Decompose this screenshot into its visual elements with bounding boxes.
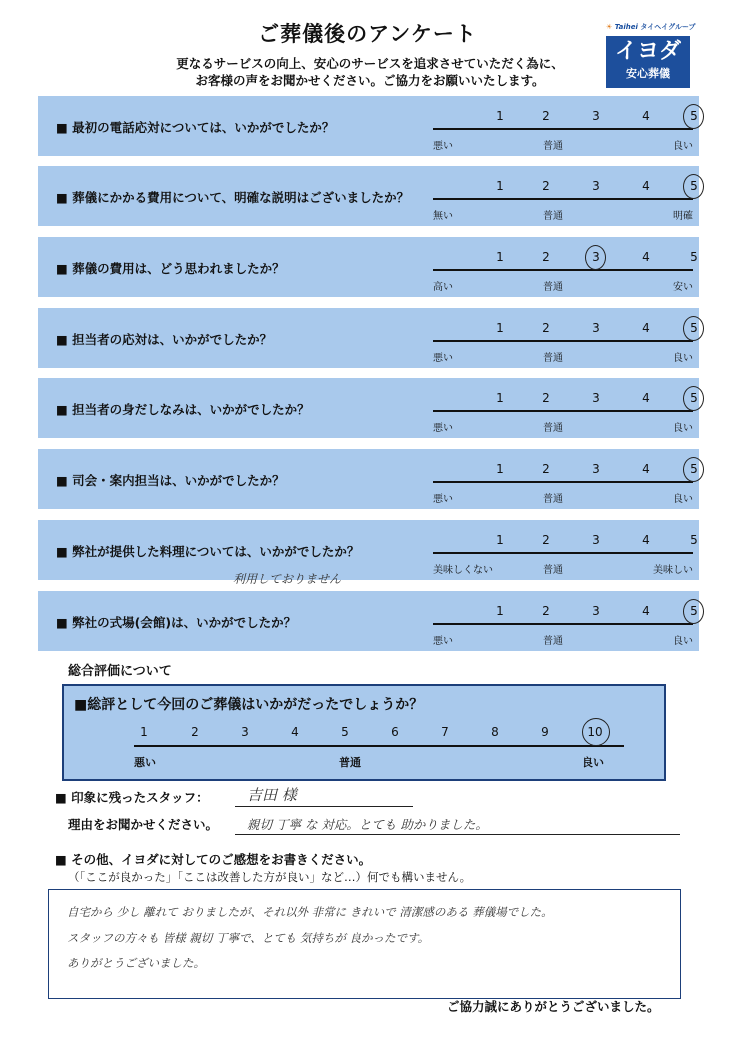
question-row	[38, 520, 699, 586]
rating-scale	[433, 449, 698, 509]
rating-option-2[interactable]: 2	[542, 321, 550, 335]
selected-answer-circle	[683, 457, 704, 482]
overall-option-10[interactable]: 10	[587, 725, 603, 739]
scale-low-label: 悪い	[433, 636, 453, 647]
rating-option-1[interactable]: 1	[496, 250, 504, 264]
rating-option-4[interactable]: 4	[642, 391, 650, 405]
rating-option-4[interactable]: 4	[642, 462, 650, 476]
selected-answer-circle	[683, 174, 704, 199]
scale-low-label: 無い	[433, 211, 453, 222]
selected-answer-circle	[683, 599, 704, 624]
scale-line	[433, 552, 693, 554]
rating-scale	[433, 378, 698, 438]
question-text: ■ 最初の電話応対については、いかがでしたか？	[56, 120, 335, 135]
scale-line	[433, 198, 693, 200]
rating-option-2[interactable]: 2	[542, 533, 550, 547]
question-text: ■ 弊社が提供した料理については、いかがでしたか？	[56, 544, 360, 559]
comments-label: ■ その他、イヨダに対してのご感想をお書きください。	[55, 852, 372, 867]
overall-option-2[interactable]: 2	[191, 725, 199, 739]
scale-low-label: 高い	[433, 282, 453, 293]
staff-value[interactable]: 吉田 様	[247, 786, 297, 804]
rating-option-5[interactable]: 5	[690, 462, 698, 476]
rating-option-2[interactable]: 2	[542, 391, 550, 405]
overall-option-6[interactable]: 6	[391, 725, 399, 739]
overall-option-4[interactable]: 4	[291, 725, 299, 739]
rating-option-4[interactable]: 4	[642, 109, 650, 123]
question-text: ■ 葬儀にかかる費用について、明確な説明はございましたか？	[56, 190, 410, 205]
scale-mid-label: 普通	[543, 282, 563, 293]
rating-option-3[interactable]: 3	[592, 179, 600, 193]
overall-option-3[interactable]: 3	[241, 725, 249, 739]
rating-option-3[interactable]: 3	[592, 533, 600, 547]
comments-note: （「ここが良かった」「ここは改善した方が良い」など…）何でも構いません。	[68, 870, 472, 884]
question-row	[38, 378, 699, 438]
rating-option-1[interactable]: 1	[496, 462, 504, 476]
scale-low-label: 美味しくない	[433, 565, 493, 576]
scale-mid-label: 普通	[543, 494, 563, 505]
scale-high-label: 良い	[673, 141, 693, 152]
intro-text	[130, 55, 610, 89]
scale-mid-label: 普通	[543, 423, 563, 434]
brand-logo	[606, 22, 696, 88]
rating-option-5[interactable]: 5	[690, 179, 698, 193]
survey-title: ご葬儀後のアンケート	[258, 22, 477, 46]
rating-scale	[433, 166, 698, 226]
scale-line	[433, 481, 693, 483]
scale-line	[433, 269, 693, 271]
rating-option-5[interactable]: 5	[690, 250, 698, 264]
scale-high-label: 明確	[673, 211, 693, 222]
overall-selected-circle	[582, 718, 610, 746]
rating-option-1[interactable]: 1	[496, 179, 504, 193]
comment-line-1: 自宅から 少し 離れて おりましたが、それ以外 非常に きれいで 清潔感のある 葬儀場でした。	[67, 905, 553, 919]
rating-scale	[433, 520, 698, 580]
scale-line	[433, 623, 693, 625]
selected-answer-circle	[683, 104, 704, 129]
overall-heading: 総合評価について	[68, 664, 172, 679]
selected-answer-circle	[683, 386, 704, 411]
brand-group-name: Taihei	[614, 23, 638, 31]
intro-line-2: お客様の声をお聞かせください。ご協力をお願いいたします。	[195, 73, 545, 88]
rating-scale	[433, 591, 698, 651]
question-text: ■ 担当者の応対は、いかがでしたか？	[56, 332, 273, 347]
overall-high-label: 良い	[582, 756, 604, 769]
thanks-text: ご協力誠にありがとうございました。	[447, 999, 660, 1014]
intro-line-1: 更なるサービスの向上、安心のサービスを追求させていただく為に、	[176, 56, 564, 71]
overall-option-1[interactable]: 1	[140, 725, 148, 739]
rating-option-5[interactable]: 5	[690, 109, 698, 123]
rating-option-4[interactable]: 4	[642, 250, 650, 264]
rating-option-3[interactable]: 3	[592, 391, 600, 405]
scale-high-label: 良い	[673, 423, 693, 434]
scale-high-label: 良い	[673, 353, 693, 364]
question-row	[38, 449, 699, 509]
rating-option-3[interactable]: 3	[592, 321, 600, 335]
scale-low-label: 悪い	[433, 141, 453, 152]
question-text: ■ 葬儀の費用は、どう思われましたか？	[56, 261, 285, 276]
brand-tagline: 安心葬儀	[626, 67, 670, 80]
comments-box[interactable]	[48, 889, 681, 999]
brand-group-sub: タイヘイグループ	[640, 23, 696, 31]
rating-option-4[interactable]: 4	[642, 179, 650, 193]
question-row	[38, 308, 699, 368]
rating-option-5[interactable]: 5	[690, 321, 698, 335]
overall-mid-label: 普通	[339, 756, 361, 769]
comment-line-2: スタッフの方々も 皆様 親切 丁寧で、とても 気持ちが 良かったです。	[67, 931, 430, 945]
overall-option-9[interactable]: 9	[541, 725, 549, 739]
staff-label: ■ 印象に残ったスタッフ：	[55, 790, 209, 805]
rating-scale	[433, 237, 698, 297]
scale-mid-label: 普通	[543, 211, 563, 222]
scale-low-label: 悪い	[433, 494, 453, 505]
scale-low-label: 悪い	[433, 353, 453, 364]
overall-question: ■総評として今回のご葬儀はいかがだったでしょうか？	[74, 697, 424, 713]
rating-option-2[interactable]: 2	[542, 604, 550, 618]
rating-scale	[433, 308, 698, 368]
rating-option-3[interactable]: 3	[592, 250, 600, 264]
question-note: 利用しておりません	[233, 572, 342, 586]
staff-underline	[235, 806, 413, 807]
question-row	[38, 166, 699, 226]
overall-option-5[interactable]: 5	[341, 725, 349, 739]
rating-option-5[interactable]: 5	[690, 533, 698, 547]
question-text: ■ 司会・案内担当は、いかがでしたか？	[56, 473, 285, 488]
scale-mid-label: 普通	[543, 565, 563, 576]
rating-option-2[interactable]: 2	[542, 109, 550, 123]
selected-answer-circle	[683, 316, 704, 341]
scale-line	[433, 128, 693, 130]
rating-option-1[interactable]: 1	[496, 321, 504, 335]
rating-option-2[interactable]: 2	[542, 462, 550, 476]
rating-option-4[interactable]: 4	[642, 533, 650, 547]
comment-line-3: ありがとうございました。	[67, 956, 205, 970]
overall-option-8[interactable]: 8	[491, 725, 499, 739]
scale-low-label: 悪い	[433, 423, 453, 434]
rating-option-4[interactable]: 4	[642, 321, 650, 335]
rating-option-3[interactable]: 3	[592, 109, 600, 123]
question-text: ■ 担当者の身だしなみは、いかがでしたか？	[56, 402, 310, 417]
brand-sun-icon: ☀	[606, 23, 613, 31]
rating-option-1[interactable]: 1	[496, 533, 504, 547]
rating-option-1[interactable]: 1	[496, 109, 504, 123]
overall-scale	[134, 686, 624, 779]
overall-low-label: 悪い	[134, 756, 156, 769]
question-text: ■ 弊社の式場(会館)は、いかがでしたか？	[56, 615, 297, 630]
scale-mid-label: 普通	[543, 636, 563, 647]
question-row	[38, 237, 699, 297]
brand-group	[606, 22, 696, 32]
rating-option-2[interactable]: 2	[542, 179, 550, 193]
scale-mid-label: 普通	[543, 141, 563, 152]
rating-option-1[interactable]: 1	[496, 604, 504, 618]
question-row	[38, 591, 699, 651]
brand-badge	[606, 36, 690, 88]
brand-name: イヨダ	[614, 39, 681, 64]
overall-scale-line	[134, 745, 624, 747]
reason-label: 理由をお聞かせください。	[68, 817, 219, 832]
overall-option-7[interactable]: 7	[441, 725, 449, 739]
rating-option-5[interactable]: 5	[690, 604, 698, 618]
selected-answer-circle	[585, 245, 606, 270]
rating-option-1[interactable]: 1	[496, 391, 504, 405]
scale-high-label: 美味しい	[653, 565, 693, 576]
rating-option-3[interactable]: 3	[592, 462, 600, 476]
rating-option-3[interactable]: 3	[592, 604, 600, 618]
scale-line	[433, 340, 693, 342]
rating-option-2[interactable]: 2	[542, 250, 550, 264]
rating-scale	[433, 96, 698, 156]
overall-rating-box	[62, 684, 666, 781]
rating-option-5[interactable]: 5	[690, 391, 698, 405]
rating-option-4[interactable]: 4	[642, 604, 650, 618]
reason-value[interactable]: 親切 丁寧 な 対応。とても 助かりました。	[247, 817, 488, 832]
scale-high-label: 安い	[673, 282, 693, 293]
question-row	[38, 96, 699, 156]
scale-high-label: 良い	[673, 494, 693, 505]
scale-line	[433, 410, 693, 412]
scale-high-label: 良い	[673, 636, 693, 647]
reason-underline	[235, 834, 680, 835]
scale-mid-label: 普通	[543, 353, 563, 364]
